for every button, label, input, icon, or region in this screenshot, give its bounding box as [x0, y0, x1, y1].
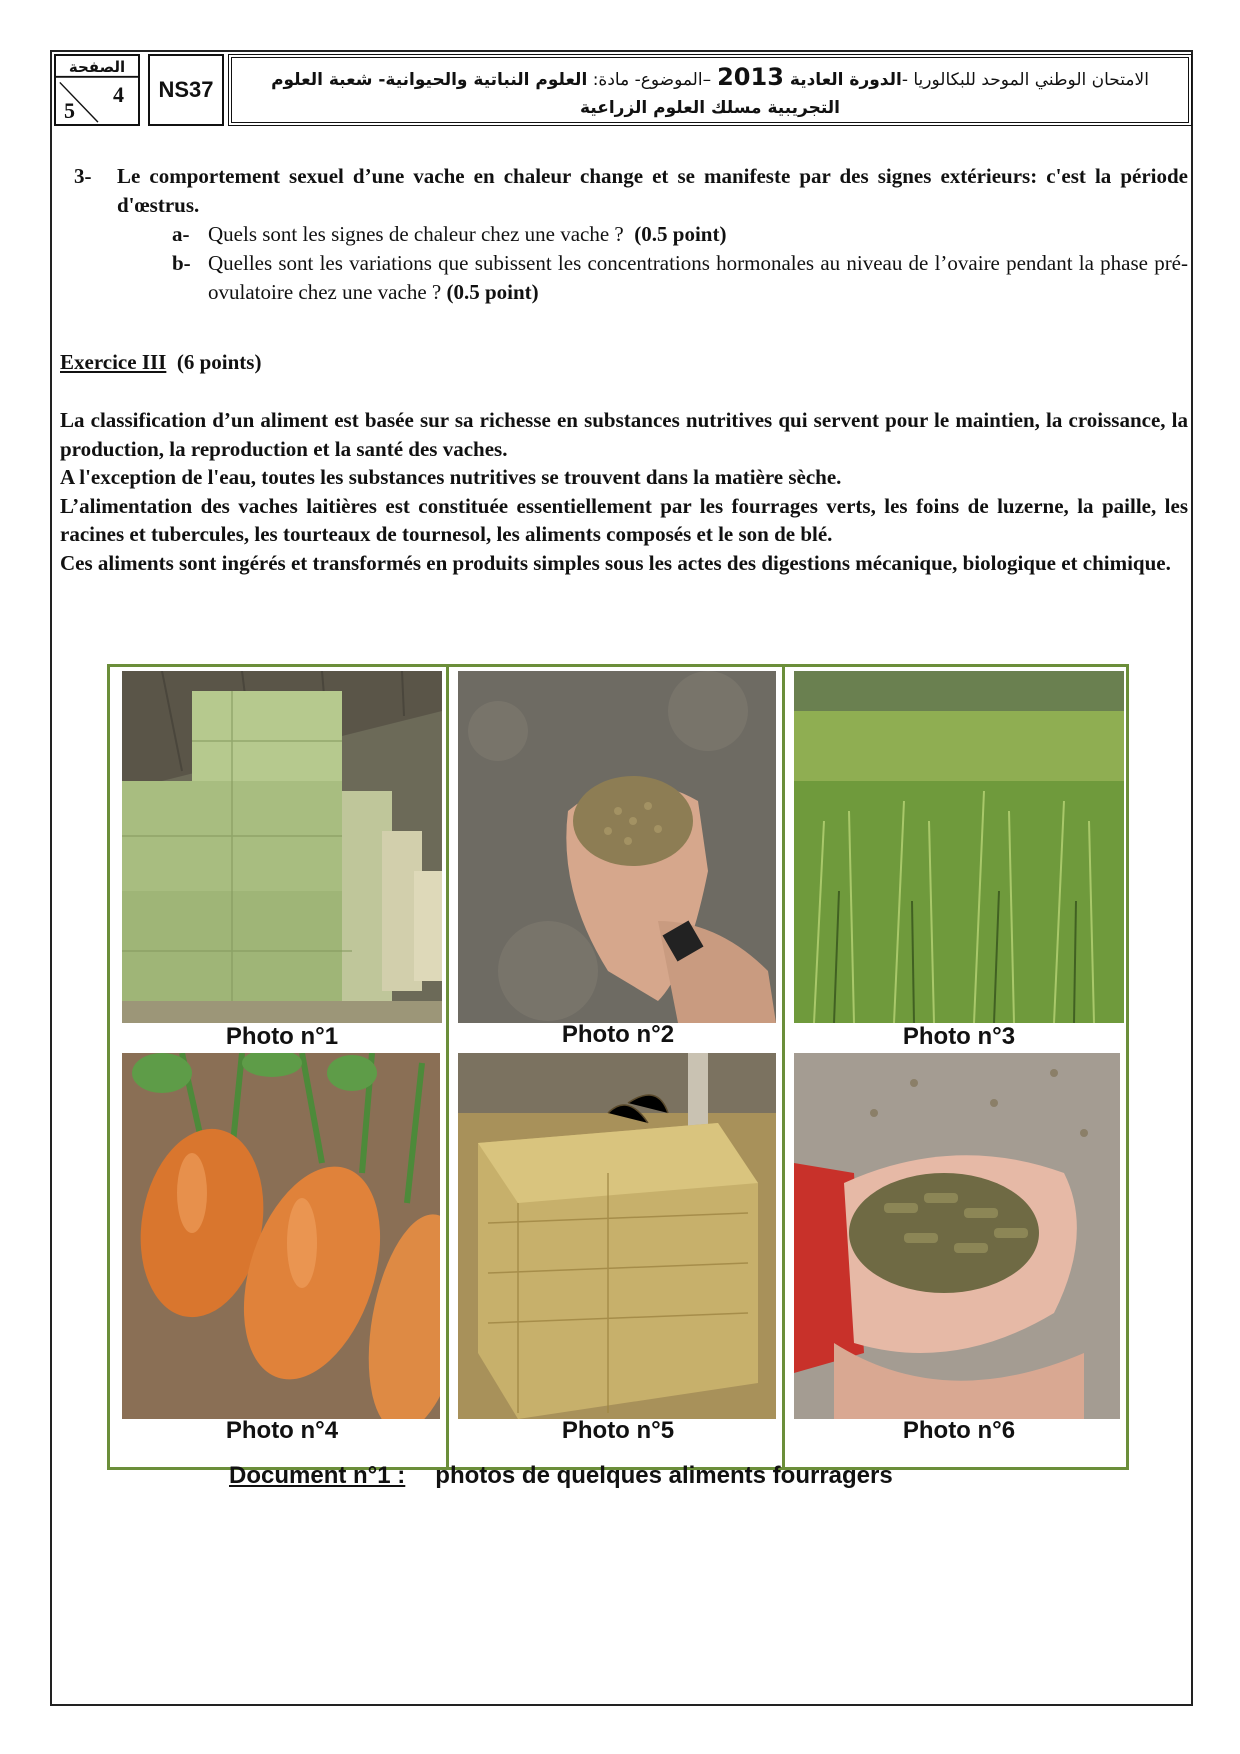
exam-code: NS37	[148, 54, 224, 126]
grid-divider	[446, 667, 449, 1467]
photo-cell-5	[458, 1053, 778, 1453]
photo-cell-4	[122, 1053, 442, 1453]
sub-question-b-text: Quelles sont les variations que subissent les concentrations hormonales au niveau de l’ovaire pendant la phase pré-ovulatoire chez une vache ?	[208, 251, 1188, 304]
paragraph: Ces aliments sont ingérés et transformés en produits simples sous les actes des digestions mécanique, biologique et chimique.	[60, 550, 1171, 575]
exercise-name: Exercice III	[60, 350, 167, 374]
header-session: الدورة العادية	[789, 70, 902, 90]
page-total: 5	[64, 98, 75, 123]
header-line-1	[248, 62, 1172, 95]
exercise-intro	[60, 406, 1188, 577]
header-subject-label: –الموضوع- مادة:	[592, 70, 712, 90]
page-number: 4	[113, 82, 124, 107]
sub-question-b	[172, 249, 1188, 307]
sub-question-a	[172, 220, 1188, 249]
document-label: Document n°1 :	[229, 1462, 406, 1489]
sub-question-a-text: Quels sont les signes de chaleur chez une vache ?	[208, 222, 624, 246]
header-exam-name: الامتحان الوطني الموحد للبكالوريا -	[901, 70, 1149, 90]
beet-roots-icon	[122, 1053, 440, 1419]
photo-caption: Photo n°2	[561, 1021, 675, 1048]
hand-pellets-icon	[458, 671, 776, 1023]
page-label: الصفحة	[68, 58, 126, 76]
photo-caption: Photo n°6	[902, 1417, 1016, 1444]
photo-caption: Photo n°1	[225, 1023, 339, 1050]
paragraph: La classification d’un aliment est basée sur sa richesse en substances nutritives qui servent pour le maintien, la croissance, la production, la reproduction et la santé des vaches.	[60, 408, 1188, 461]
straw-bale-icon	[458, 1053, 776, 1419]
paragraph: A l'exception de l'eau, toutes les substances nutritives se trouvent dans la matière sèche.	[60, 465, 842, 489]
header-year: 2013	[717, 63, 784, 91]
question-number: 3-	[74, 164, 92, 188]
photo-cell-1	[122, 671, 442, 1050]
header-subject: العلوم النباتية والحيوانية- شعبة العلوم	[271, 70, 588, 90]
photo-caption: Photo n°3	[902, 1023, 1016, 1050]
question-text: Le comportement sexuel d’une vache en chaleur change et se manifeste par des signes extérieurs: c'est la période d'œstrus.	[117, 164, 1188, 217]
grid-divider	[782, 667, 785, 1467]
question-3	[60, 162, 1188, 307]
sub-question-b-label: b-	[172, 251, 191, 275]
hay-bales-icon	[122, 671, 442, 1023]
exercise-title	[60, 350, 261, 375]
photo-caption: Photo n°4	[225, 1417, 339, 1444]
hands-pellets-icon	[794, 1053, 1120, 1419]
sub-question-a-points: (0.5 point)	[634, 222, 727, 246]
exercise-points: (6 points)	[176, 350, 262, 374]
sub-question-b-points: (0.5 point)	[446, 280, 539, 304]
photo-cell-3	[794, 671, 1124, 1050]
sub-question-a-label: a-	[172, 222, 190, 246]
photo-grid	[107, 664, 1129, 1470]
photo-cell-6	[794, 1053, 1124, 1453]
page-number-box	[54, 54, 140, 126]
paragraph: L’alimentation des vaches laitières est constituée essentiellement par les fourrages verts, les foins de luzerne, la paille, les racines et tubercules, les tourteaux de tournesol, les aliments composés et le son de blé.	[60, 493, 1188, 546]
photo-caption: Photo n°5	[561, 1417, 675, 1444]
photo-cell-2	[458, 671, 778, 1048]
document-title: photos de quelques aliments fourragers	[435, 1462, 893, 1489]
exam-header	[228, 54, 1192, 126]
document-caption	[229, 1462, 893, 1490]
green-forage-icon	[794, 671, 1124, 1023]
header-line-2: التجريبية مسلك العلوم الزراعية	[579, 98, 841, 118]
